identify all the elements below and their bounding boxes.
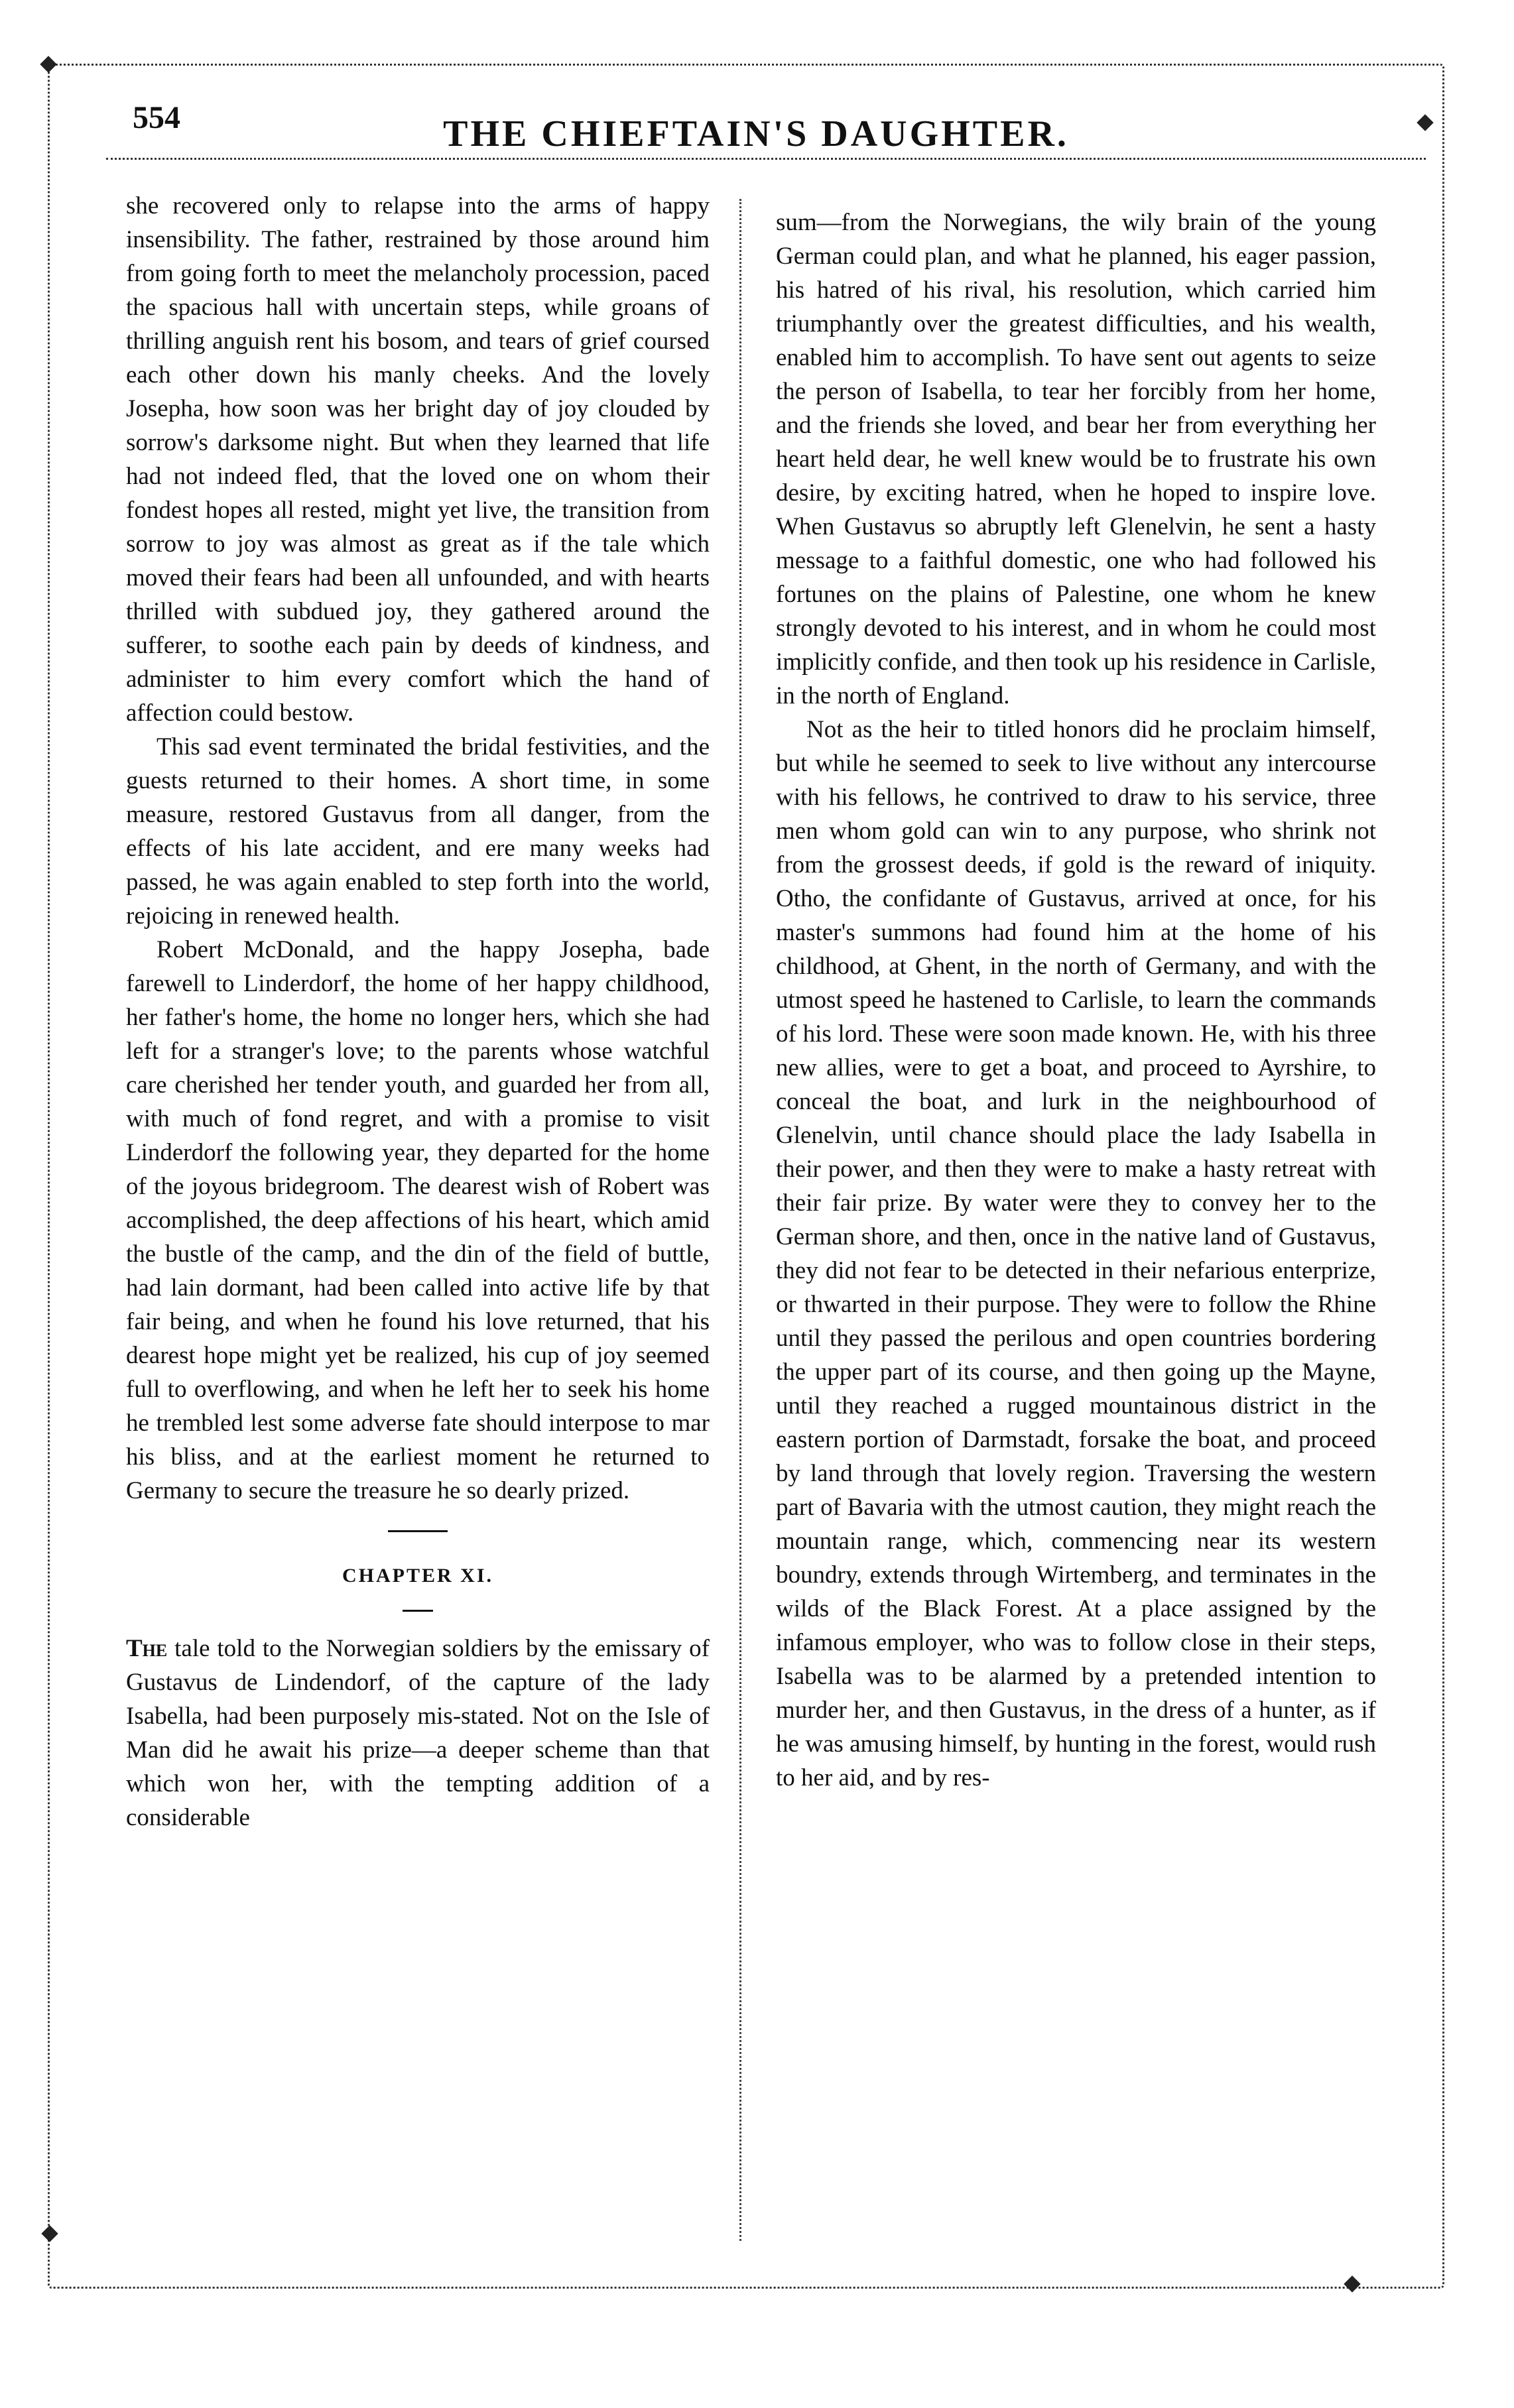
chapter-rule-top	[388, 1530, 448, 1532]
right-column	[776, 206, 1376, 1795]
running-title: THE CHIEFTAIN'S DAUGHTER.	[443, 113, 1069, 154]
chapter-heading: CHAPTER XI.	[342, 1565, 493, 1587]
left-column	[126, 189, 710, 1835]
chapter-opening-word: The	[126, 1635, 168, 1662]
column-divider	[739, 199, 741, 2241]
right-paragraph-2: Not as the heir to titled honors did he proclaim himself, but while he seemed to seek to live without any intercourse with his fellows, he contrived to draw to his service, three men whom gold can win to any purpose, who shrink not from the grossest deeds, if gold is the reward of iniquity. Otho, the confidante of Gustavus, arrived at once, for his master's summons had found him at the home of his childhood, at Ghent, in the north of Germany, and with the utmost speed he hastened to Carlisle, to learn the commands of his lord. These were soon made known. He, with his three new allies, were to get a boat, and proceed to Ayrshire, to conceal the boat, and lurk in the neighbourhood of Glenelvin, until chance should place the lady Isabella in their power, and then they were to make a hasty retreat with their fair prize. By water were they to convey her to the German shore, and then, once in the native land of Gustavus, they did not fear to be detected in their nefarious enterprize, or thwarted in their purpose. They were to follow the Rhine until they passed the perilous and open countries bordering the upper part of its course, and then going up the Mayne, until they reached a rugged mountainous district in the eastern portion of Darmstadt, forsake the boat, and proceed by land through that lovely region. Traversing the western part of Bavaria with the utmost caution, they might reach the mountain range, which, commencing near its western boundry, extends through Wirtemberg, and terminates in the wilds of the Black Forest. At a place assigned by the infamous employer, who was to follow close in their steps, Isabella was to be alarmed by a pretended intention to murder her, and then Gustavus, in the dress of a hunter, as if he was amusing himself, by hunting in the forest, would rush to her aid, and by res-	[776, 716, 1376, 1791]
chapter-rule-bottom	[403, 1610, 433, 1612]
left-paragraph-4	[126, 1632, 710, 1835]
right-paragraph-1: sum—from the Norwegians, the wily brain of the young German could plan, and what he planned, his eager passion, his hatred of his rival, his resolution, which carried him triumphantly over the greatest difficulties, and his wealth, enabled him to accomplish. To have sent out agents to seize the person of Isabella, to tear her forcibly from her home, and the friends she loved, and bear her from everything her heart held dear, he well knew would be to frustrate his own desire, by exciting hatred, when he hoped to inspire love. When Gustavus so abruptly left Glenelvin, he sent a hasty message to a faithful domestic, one who had followed his fortunes on the plains of Palestine, one whom he knew strongly devoted to his interest, and in whom he could most implicitly confide, and then took up his residence in Carlisle, in the north of England.	[776, 209, 1376, 709]
header-rule	[106, 158, 1426, 160]
page-header	[80, 99, 1432, 172]
left-paragraph-3: Robert McDonald, and the happy Josepha, bade farewell to Linderdorf, the home of her happy childhood, her father's home, the home no longer hers, which she had left for a stranger's love; to the parents whose watchful care cherished her tender youth, and guarded her from all, with much of fond regret, and with a promise to visit Linderdorf the following year, they departed for the home of the joyous bridegroom. The dearest wish of Robert was accomplished, the deep affections of his heart, which amid the bustle of the camp, and the din of the field of buttle, had lain dormant, had been called into active life by that fair being, and when he found his love returned, that his dearest hope might yet be realized, his cup of joy seemed full to overflowing, and when he left her to seek his home he trembled lest some adverse fate should interpose to mar his bliss, and at the earliest moment he returned to Germany to secure the treasure he so dearly prized.	[126, 936, 710, 1504]
left-paragraph-4-text: tale told to the Norwegian soldiers by the emissary of Gustavus de Lindendorf, of the capture of the lady Isabella, had been purposely mis-stated. Not on the Isle of Man did he await his prize—a deeper scheme than that which won her, with the tempting addition of a considerable	[126, 1635, 710, 1831]
left-paragraph-2: This sad event terminated the bridal festivities, and the guests returned to their homes. A short time, in some measure, restored Gustavus from all danger, from the effects of his late accident, and ere many weeks had passed, he was again enabled to step forth into the world, rejoicing in renewed health.	[126, 733, 710, 930]
page-number: 554	[133, 100, 180, 135]
left-paragraph-1: she recovered only to relapse into the arms of happy insensibility. The father, restrained by those around him from going forth to meet the melancholy procession, paced the spacious hall with uncertain steps, while groans of thrilling anguish rent his bosom, and tears of grief coursed each other down his manly cheeks. And the lovely Josepha, how soon was her bright day of joy clouded by sorrow's darksome night. But when they learned that life had not indeed fled, that the loved one on whom their fondest hopes all rested, might yet live, the transition from sorrow to joy was almost as great as if the tale which moved their fears had been all unfounded, and with hearts thrilled with subdued joy, they gathered around the sufferer, to soothe each pain by deeds of kindness, and administer to him every comfort which the hand of affection could bestow.	[126, 192, 710, 727]
